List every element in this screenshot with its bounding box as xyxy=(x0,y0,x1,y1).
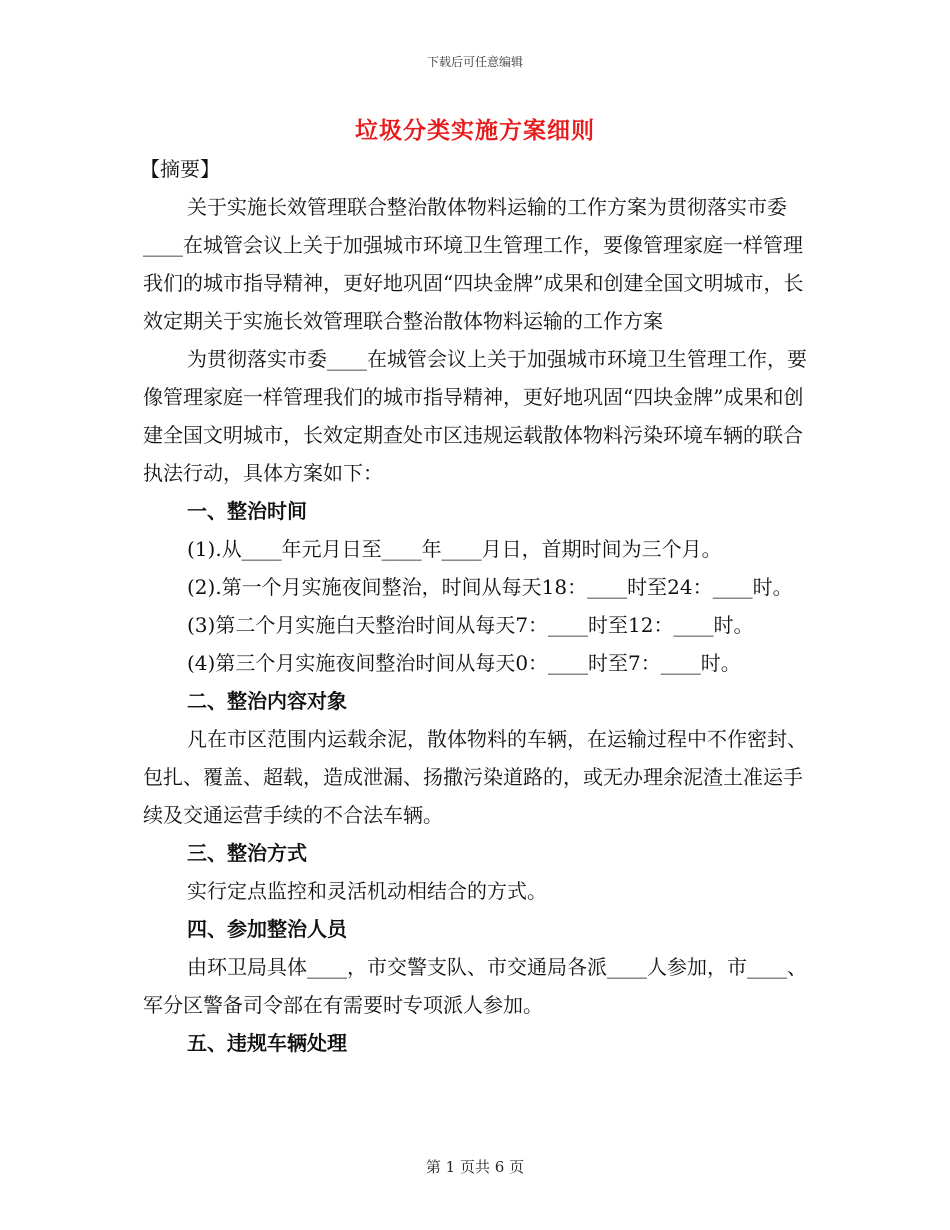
abstract-label: 【摘要】 xyxy=(140,157,220,181)
page-footer: 第 1 页共 6 页 xyxy=(425,1158,525,1176)
header-note: 下载后可任意编辑 xyxy=(426,55,523,69)
section-heading-violations: 五、违规车辆处理 xyxy=(187,1031,347,1055)
time-item-2: (2).第一个月实施夜间整治，时间从每天18：____时至24：____时。 xyxy=(187,575,793,599)
time-item-4: (4)第三个月实施夜间整治时间从每天0：____时至7：____时。 xyxy=(187,651,741,675)
personnel-paragraph: 由环卫局具体____，市交警支队、市交通局各派____人参加，市____、军分区警备司令部在有需要时专项派人参加。 xyxy=(143,955,807,1017)
plan-paragraph: 为贯彻落实市委____在城管会议上关于加强城市环境卫生管理工作，要像管理家庭一样管理我们的城市指导精神，更好地巩固“四块金牌”成果和创建全国文明城市，长效定期查处市区违规运载散体物料污染环境车辆的联合执法行动，具体方案如下： xyxy=(143,347,807,485)
targets-paragraph: 凡在市区范围内运载余泥，散体物料的车辆，在运输过程中不作密封、包扎、覆盖、超载，造成泄漏、扬撒污染道路的，或无办理余泥渣土准运手续及交通运营手续的不合法车辆。 xyxy=(143,727,807,827)
intro-paragraph: 关于实施长效管理联合整治散体物料运输的工作方案为贯彻落实市委____在城管会议上关于加强城市环境卫生管理工作，要像管理家庭一样管理我们的城市指导精神，更好地巩固“四块金牌”成果和创建全国文明城市，长效定期关于实施长效管理联合整治散体物料运输的工作方案 xyxy=(143,195,804,333)
method-paragraph: 实行定点监控和灵活机动相结合的方式。 xyxy=(187,879,547,903)
document-body xyxy=(140,150,811,1062)
section-heading-targets: 二、整治内容对象 xyxy=(187,689,347,713)
section-heading-method: 三、整治方式 xyxy=(187,841,307,865)
document-title: 垃圾分类实施方案细则 xyxy=(355,117,595,144)
section-heading-time: 一、整治时间 xyxy=(187,499,307,523)
time-item-1: (1).从____年元月日至____年____月日，首期时间为三个月。 xyxy=(187,537,722,561)
time-item-3: (3)第二个月实施白天整治时间从每天7：____时至12：____时。 xyxy=(187,613,754,637)
section-heading-personnel: 四、参加整治人员 xyxy=(187,917,347,941)
